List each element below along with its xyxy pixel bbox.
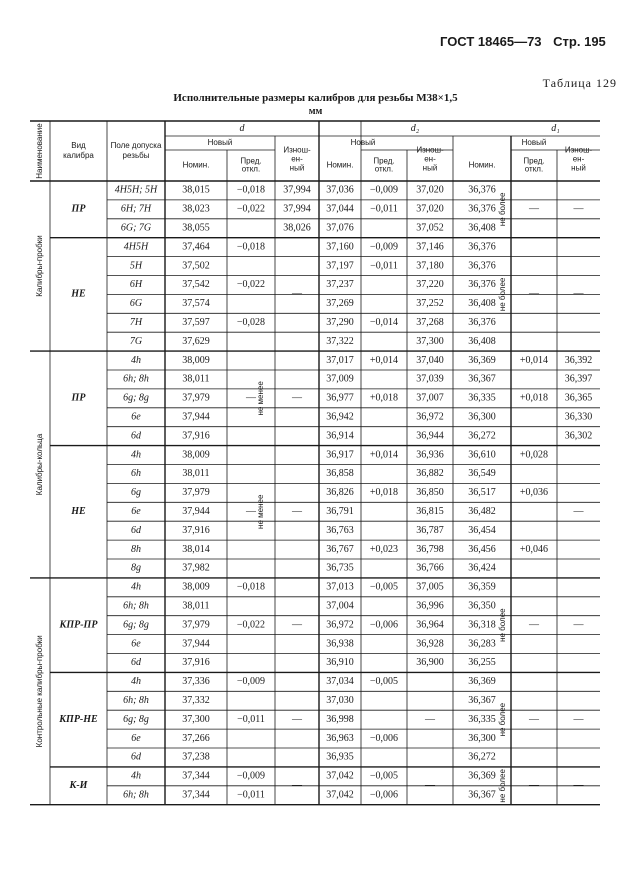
cell-value: 36,935	[326, 751, 354, 763]
cell-value: −0,009	[369, 184, 399, 196]
cell-value: 38,015	[182, 184, 210, 196]
cell-value: −0,006	[369, 732, 399, 744]
cell-value: 36,408	[468, 298, 496, 310]
cell-value: −0,014	[369, 317, 399, 329]
header-worn-0: ный	[289, 163, 305, 173]
cell-tolerance: 8h	[131, 543, 141, 555]
kind-label-3: НЕ	[71, 506, 86, 518]
cell-tolerance: 4h	[131, 354, 141, 366]
cell-tolerance: 6d	[131, 751, 141, 763]
dash-11: —	[573, 619, 584, 631]
cell-value: +0,018	[369, 487, 399, 499]
cell-value: +0,028	[519, 449, 549, 461]
cell-value: 36,367	[468, 695, 496, 707]
header-nom-0: Номин.	[182, 160, 210, 170]
cell-value: +0,023	[369, 543, 399, 555]
header-nom-1: Номин.	[326, 160, 354, 170]
cell-value: 36,517	[468, 487, 496, 499]
cell-value: 36,964	[416, 619, 444, 631]
header-d2: d₂	[410, 122, 420, 134]
cell-value: 37,005	[416, 581, 444, 593]
kind-label-6: К-И	[69, 780, 88, 792]
cell-value: 36,283	[468, 638, 496, 650]
note-not-more-1: не более	[498, 277, 508, 312]
cell-tolerance: 6g; 8g	[123, 713, 149, 725]
cell-tolerance: 6e	[131, 411, 141, 423]
cell-value: 37,266	[182, 732, 210, 744]
cell-tolerance: 4h	[131, 449, 141, 461]
header-new-1: Новый	[350, 138, 376, 148]
dash-9: —	[292, 619, 302, 631]
cell-value: 37,574	[182, 298, 210, 310]
cell-tolerance: 6d	[131, 657, 141, 669]
cell-value: 37,160	[326, 241, 354, 253]
cell-value: 36,369	[468, 354, 496, 366]
cell-value: −0,022	[236, 619, 266, 631]
cell-value: 36,977	[326, 392, 354, 404]
cell-value: 36,791	[326, 506, 354, 518]
cell-tolerance: 4h	[131, 676, 141, 688]
cell-value: 37,020	[416, 184, 444, 196]
cell-value: 36,408	[468, 335, 496, 347]
header-worn-2: Изнош-	[564, 145, 593, 155]
kind-label-0: ПР	[71, 203, 86, 215]
cell-value: −0,005	[369, 770, 399, 782]
cell-value: 37,502	[182, 260, 210, 272]
cell-value: +0,014	[369, 354, 399, 366]
cell-value: 37,237	[326, 279, 354, 291]
cell-value: 37,336	[182, 676, 210, 688]
header-pred-0: откл.	[241, 164, 261, 174]
dash-17: —	[425, 780, 435, 792]
cell-value: 36,376	[468, 279, 496, 291]
cell-value: 38,055	[182, 222, 210, 234]
dash-20: —	[573, 506, 584, 518]
cell-value: −0,009	[236, 770, 266, 782]
dash-0: —	[529, 203, 539, 215]
cell-value: 36,763	[326, 524, 354, 536]
cell-value: 37,979	[182, 487, 210, 499]
group-label-1: Калибры-кольца	[35, 433, 45, 496]
cell-value: 37,944	[182, 638, 210, 650]
cell-value: 37,344	[182, 770, 210, 782]
cell-value: 37,300	[182, 713, 210, 725]
cell-value: 37,300	[416, 335, 444, 347]
cell-value: 36,359	[468, 581, 496, 593]
cell-value: −0,009	[369, 241, 399, 253]
cell-value: 36,910	[326, 657, 354, 669]
cell-value: −0,011	[237, 713, 265, 725]
cell-tolerance: 6e	[131, 732, 141, 744]
cell-value: 38,023	[182, 203, 210, 215]
cell-value: 36,369	[468, 676, 496, 688]
cell-value: 37,268	[416, 317, 444, 329]
cell-tolerance: 6h; 8h	[123, 789, 149, 801]
note-not-more-0: не более	[498, 192, 508, 227]
cell-value: 37,076	[326, 222, 354, 234]
cell-tolerance: 4H5H; 5H	[114, 184, 158, 196]
cell-value: 37,994	[283, 203, 311, 215]
cell-value: −0,006	[369, 789, 399, 801]
cell-value: 36,300	[468, 732, 496, 744]
header-new-0: Новый	[207, 138, 233, 148]
cell-value: 37,982	[182, 562, 210, 574]
cell-value: −0,009	[236, 676, 266, 688]
dash-5: —	[292, 392, 302, 404]
cell-value: +0,046	[519, 543, 549, 555]
cell-value: 37,344	[182, 789, 210, 801]
cell-value: 37,916	[182, 524, 210, 536]
cell-value: 36,330	[564, 411, 593, 423]
group-label-0: Калибры-пробки	[35, 235, 45, 297]
cell-tolerance: 6h	[131, 468, 141, 480]
cell-value: +0,014	[519, 354, 549, 366]
header-nom-2: Номин.	[468, 160, 496, 170]
header-worn-0: Изнош-	[283, 145, 311, 155]
cell-value: +0,014	[369, 449, 399, 461]
cell-tolerance: 6G	[129, 298, 143, 310]
dash-2: —	[529, 288, 539, 300]
cell-value: 36,397	[564, 373, 593, 385]
kind-label-2: ПР	[71, 392, 86, 404]
cell-value: 36,335	[468, 713, 496, 725]
cell-value: 36,350	[468, 600, 496, 612]
note-not-more-4: не более	[498, 769, 508, 803]
cell-tolerance: 4H5H	[123, 241, 149, 253]
cell-value: −0,005	[369, 676, 399, 688]
cell-value: 36,335	[468, 392, 496, 404]
dash-15: —	[573, 713, 584, 725]
cell-value: 36,456	[468, 543, 496, 555]
note-not-less-0: не менее	[256, 381, 266, 416]
header-name: Наименование	[35, 123, 45, 179]
kind-label-4: КПР-ПР	[59, 619, 98, 631]
header-pred-0: Пред.	[240, 156, 262, 166]
header-worn-1: ный	[422, 163, 438, 173]
cell-value: 36,367	[468, 789, 496, 801]
cell-tolerance: 7H	[129, 317, 143, 329]
cell-value: 36,735	[326, 562, 354, 574]
cell-value: 36,454	[468, 524, 496, 536]
kind-label-1: НЕ	[71, 288, 86, 300]
cell-value: 36,963	[326, 732, 354, 744]
cell-tolerance: 6g	[131, 487, 141, 499]
header-kind: Вид	[71, 141, 86, 151]
cell-tolerance: 6d	[131, 524, 141, 536]
cell-tolerance: 6G; 7G	[120, 222, 152, 234]
dash-7: —	[292, 506, 302, 518]
note-not-less-1: не менее	[256, 494, 266, 529]
standard-number: ГОСТ 18465—73	[440, 34, 542, 49]
cell-value: 36,408	[468, 222, 496, 234]
cell-value: 36,917	[326, 449, 354, 461]
dash-4: —	[292, 288, 302, 300]
cell-value: 37,290	[326, 317, 354, 329]
group-label-2: Контрольные калибры-пробки	[35, 635, 45, 748]
header-kind: калибра	[63, 151, 94, 161]
cell-value: 36,766	[416, 562, 444, 574]
cell-value: 36,610	[468, 449, 496, 461]
note-not-more-3: не более	[498, 702, 508, 737]
cell-value: 36,914	[326, 430, 354, 442]
cell-value: 37,036	[326, 184, 354, 196]
cell-value: 38,011	[182, 373, 210, 385]
header-tolerance: резьбы	[122, 151, 150, 161]
cell-value: 38,011	[182, 468, 210, 480]
note-not-more-2: не более	[498, 608, 508, 642]
cell-value: 36,482	[468, 506, 496, 518]
cell-tolerance: 7G	[129, 335, 143, 347]
cell-value: −0,005	[369, 581, 399, 593]
cell-value: 37,979	[182, 619, 210, 631]
cell-value: 36,858	[326, 468, 354, 480]
header-pred-1: откл.	[374, 164, 394, 174]
header-pred-2: Пред.	[523, 156, 545, 166]
cell-tolerance: 6H; 7H	[120, 203, 152, 215]
cell-value: 37,017	[326, 354, 354, 366]
cell-value: 37,269	[326, 298, 354, 310]
header-new-2: Новый	[521, 138, 547, 148]
cell-value: 37,464	[182, 241, 210, 253]
cell-value: 36,767	[326, 543, 354, 555]
cell-value: 37,944	[182, 411, 210, 423]
cell-value: 36,376	[468, 241, 496, 253]
cell-value: 36,392	[564, 354, 593, 366]
cell-value: 36,928	[416, 638, 444, 650]
cell-value: 37,332	[182, 695, 210, 707]
cell-value: −0,018	[236, 184, 266, 196]
dash-18: —	[529, 780, 539, 792]
cell-tolerance: 6H	[129, 279, 143, 291]
cell-value: 37,020	[416, 203, 444, 215]
header-d1: d₁	[551, 122, 560, 134]
cell-value: 36,787	[416, 524, 444, 536]
cell-value: −0,006	[369, 619, 399, 631]
cell-value: 37,039	[416, 373, 444, 385]
cell-value: 36,367	[468, 373, 496, 385]
cell-value: 37,916	[182, 430, 210, 442]
cell-value: 36,300	[468, 411, 496, 423]
cell-value: 38,009	[182, 581, 210, 593]
cell-value: 36,376	[468, 260, 496, 272]
cell-value: 37,030	[326, 695, 354, 707]
cell-value: −0,022	[236, 279, 266, 291]
cell-value: 37,042	[326, 789, 354, 801]
cell-value: 37,146	[416, 241, 444, 253]
cell-value: 36,972	[326, 619, 354, 631]
cell-value: 36,900	[416, 657, 444, 669]
cell-value: 37,916	[182, 657, 210, 669]
cell-tolerance: 5H	[129, 260, 143, 272]
cell-value: 38,011	[182, 600, 210, 612]
cell-value: −0,022	[236, 203, 266, 215]
cell-value: 37,044	[326, 203, 354, 215]
header-pred-1: Пред.	[373, 156, 395, 166]
cell-tolerance: 6h; 8h	[123, 600, 149, 612]
cell-value: 37,629	[182, 335, 210, 347]
cell-value: 36,998	[326, 713, 354, 725]
dash-10: —	[529, 619, 539, 631]
cell-value: 37,007	[416, 392, 444, 404]
cell-value: 37,994	[283, 184, 311, 196]
cell-value: 37,052	[416, 222, 444, 234]
cell-value: 37,040	[416, 354, 444, 366]
cell-tolerance: 6h; 8h	[123, 373, 149, 385]
cell-value: 36,255	[468, 657, 496, 669]
cell-tolerance: 6g; 8g	[123, 619, 149, 631]
cell-value: 37,979	[182, 392, 210, 404]
cell-value: 36,369	[468, 770, 496, 782]
cell-value: +0,036	[519, 487, 549, 499]
dash-16: —	[292, 780, 302, 792]
cell-value: 37,197	[326, 260, 354, 272]
cell-value: 37,542	[182, 279, 210, 291]
dash-6: —	[246, 392, 256, 404]
cell-value: 37,322	[326, 335, 354, 347]
cell-value: 36,302	[564, 430, 593, 442]
cell-value: −0,011	[370, 203, 398, 215]
cell-value: 36,798	[416, 543, 444, 555]
table-unit: мм	[308, 106, 323, 117]
cell-value: 36,424	[468, 562, 496, 574]
cell-tolerance: 6d	[131, 430, 141, 442]
cell-value: +0,018	[369, 392, 399, 404]
cell-value: −0,018	[236, 581, 266, 593]
cell-value: 37,013	[326, 581, 354, 593]
header-worn-0: ен-	[291, 154, 303, 164]
dash-1: —	[573, 203, 584, 215]
cell-tolerance: 6h; 8h	[123, 695, 149, 707]
cell-value: 38,009	[182, 449, 210, 461]
dash-3: —	[573, 288, 584, 300]
cell-value: 36,365	[564, 392, 593, 404]
cell-tolerance: 4h	[131, 770, 141, 782]
cell-tolerance: 4h	[131, 581, 141, 593]
cell-value: 36,972	[416, 411, 444, 423]
header-worn-2: ный	[571, 163, 586, 173]
dash-14: —	[529, 713, 539, 725]
kind-label-5: КПР-НЕ	[59, 713, 98, 725]
cell-value: 36,882	[416, 468, 444, 480]
cell-value: −0,011	[237, 789, 265, 801]
dash-13: —	[425, 713, 435, 725]
cell-value: 38,014	[182, 543, 210, 555]
table-caption: Исполнительные размеры калибров для резьбы М38×1,5	[173, 92, 458, 104]
cell-value: 36,936	[416, 449, 444, 461]
cell-value: 37,252	[416, 298, 444, 310]
header-d: d	[239, 122, 245, 134]
cell-tolerance: 6g; 8g	[123, 392, 149, 404]
cell-value: 37,944	[182, 506, 210, 518]
dash-19: —	[573, 780, 584, 792]
cell-value: 38,009	[182, 354, 210, 366]
cell-value: 38,026	[283, 222, 311, 234]
cell-value: 37,004	[326, 600, 354, 612]
header-tolerance: Поле допуска	[110, 141, 162, 151]
cell-tolerance: 6e	[131, 638, 141, 650]
cell-value: 36,376	[468, 317, 496, 329]
cell-value: −0,028	[236, 317, 266, 329]
cell-tolerance: 6e	[131, 506, 141, 518]
header-worn-1: Изнош-	[416, 145, 444, 155]
cell-value: 36,272	[468, 751, 496, 763]
cell-value: 37,009	[326, 373, 354, 385]
header-worn-2: ен-	[572, 154, 585, 164]
cell-value: −0,011	[370, 260, 398, 272]
cell-value: 37,597	[182, 317, 210, 329]
cell-value: 36,376	[468, 203, 496, 215]
cell-value: 36,938	[326, 638, 354, 650]
cell-value: 36,826	[326, 487, 354, 499]
cell-value: 37,220	[416, 279, 444, 291]
cell-value: 36,272	[468, 430, 496, 442]
cell-value: 36,318	[468, 619, 496, 631]
cell-value: 36,815	[416, 506, 444, 518]
table-number: Таблица 129	[542, 76, 617, 90]
header-pred-2: откл.	[524, 164, 544, 174]
cell-value: 36,944	[416, 430, 444, 442]
cell-value: 36,996	[416, 600, 444, 612]
dash-12: —	[292, 713, 302, 725]
cell-tolerance: 8g	[131, 562, 141, 574]
cell-value: 36,376	[468, 184, 496, 196]
cell-value: 37,238	[182, 751, 210, 763]
cell-value: 36,549	[468, 468, 496, 480]
cell-value: 37,180	[416, 260, 444, 272]
cell-value: +0,018	[519, 392, 549, 404]
cell-value: 37,034	[326, 676, 354, 688]
dash-8: —	[246, 506, 256, 518]
cell-value: −0,018	[236, 241, 266, 253]
cell-value: 36,850	[416, 487, 444, 499]
cell-value: 37,042	[326, 770, 354, 782]
header-worn-1: ен-	[424, 154, 436, 164]
page-number: Стр. 195	[553, 34, 606, 49]
cell-value: 36,942	[326, 411, 354, 423]
